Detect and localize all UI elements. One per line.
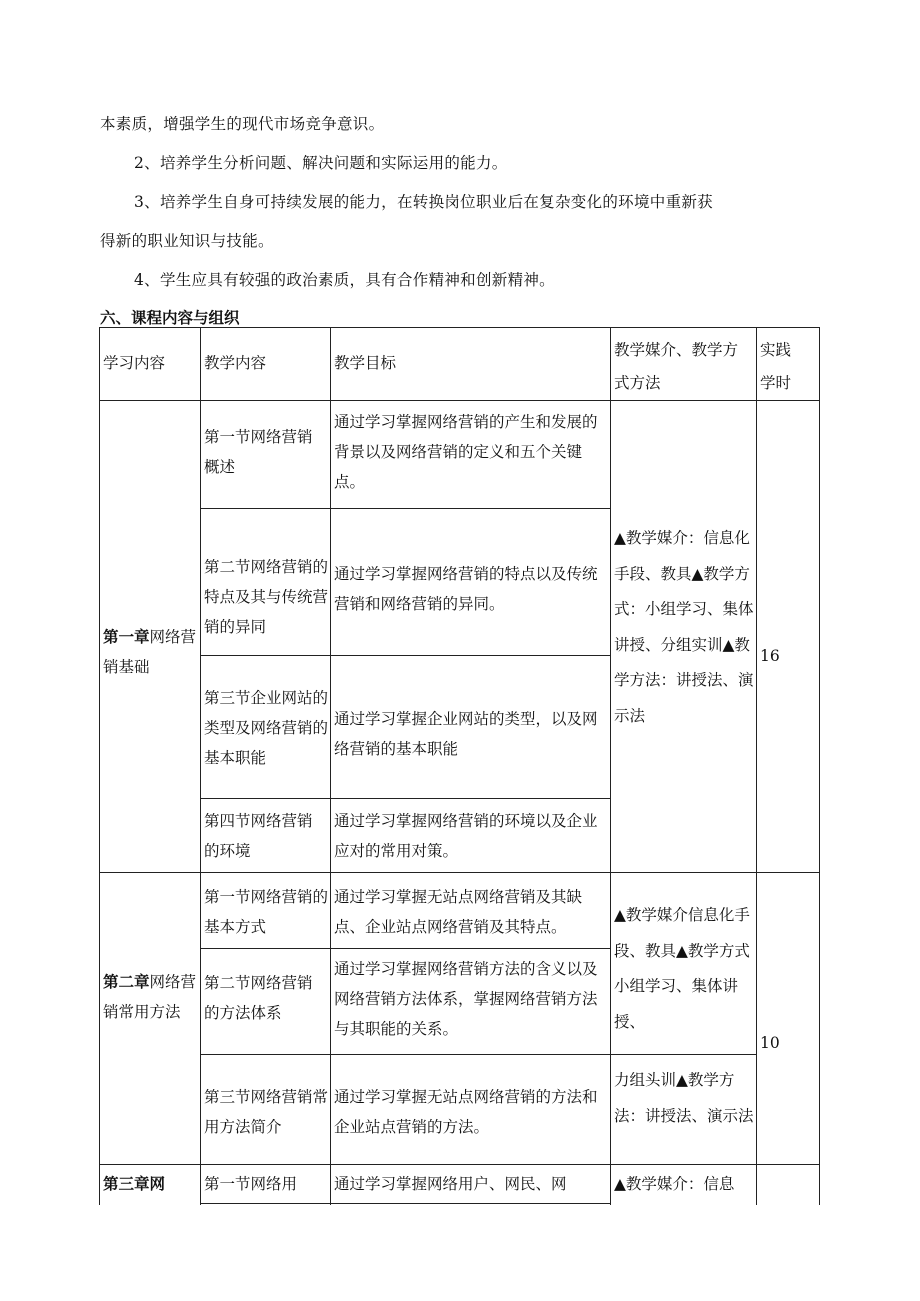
chapter-2-title-bold: 第二章 [103, 972, 150, 991]
header-teaching-media: 教学媒介、教学方式方法 [614, 341, 739, 392]
table-line [200, 948, 611, 949]
ch1-row3-goal: 通过学习掌握企业网站的类型，以及网络营销的基本职能 [334, 710, 598, 758]
paragraph-1: 本素质，增强学生的现代市场竞争意识。 [100, 115, 385, 133]
table-line [756, 327, 757, 1205]
table-line [99, 327, 820, 328]
ch2-row1-content: 第一节网络营销的基本方式 [204, 888, 329, 936]
ch3-media: ▲教学媒介：信息 [614, 1175, 735, 1193]
ch1-row3-content: 第三节企业网站的类型及网络营销的基本职能 [204, 689, 329, 767]
table-line [99, 327, 100, 1205]
ch1-row4-goal: 通过学习掌握网络营销的环境以及企业应对的常用对策。 [334, 812, 598, 860]
ch1-row4-content: 第四节网络营销的环境 [204, 812, 313, 860]
header-study-content: 学习内容 [103, 354, 166, 372]
ch1-row2-content: 第二节网络营销的特点及其与传统营销的异同 [204, 558, 329, 636]
table-line [200, 327, 201, 1205]
paragraph-5: 4、学生应具有较强的政治素质，具有合作精神和创新精神。 [134, 271, 555, 289]
ch2-media-top: ▲教学媒介信息化手段、教具▲教学方式小组学习、集体讲授、 [614, 906, 750, 1031]
ch2-media-bottom: 力组头训▲教学方法：讲授法、演示法 [614, 1071, 754, 1125]
table-line [610, 327, 611, 1205]
table-line [200, 1054, 756, 1055]
chapter-1-title [103, 622, 197, 682]
ch2-row3-goal: 通过学习掌握无站点网络营销的方法和企业站点营销的方法。 [334, 1088, 598, 1136]
ch1-row1-goal: 通过学习掌握网络营销的产生和发展的背景以及网络营销的定义和五个关键点。 [334, 413, 598, 491]
chapter-3-title: 第三章网 [103, 1174, 166, 1193]
chapter-2-title [103, 967, 197, 1027]
table-line [200, 655, 611, 656]
ch1-row2-goal: 通过学习掌握网络营销的特点以及传统营销和网络营销的异同。 [334, 565, 598, 613]
ch1-row1-content: 第一节网络营销概述 [204, 428, 313, 476]
ch1-hours: 16 [760, 647, 780, 665]
paragraph-4: 得新的职业知识与技能。 [100, 232, 274, 250]
table-line [99, 400, 820, 401]
paragraph-3: 3、培养学生自身可持续发展的能力，在转换岗位职业后在复杂变化的环境中重新获 [134, 193, 713, 211]
table-line [330, 327, 331, 1205]
table-line [200, 1203, 611, 1204]
ch2-row2-goal: 通过学习掌握网络营销方法的含义以及网络营销方法体系，掌握网络营销方法与其职能的关系。 [334, 960, 598, 1038]
ch3-row1-content: 第一节网络用 [204, 1175, 298, 1193]
chapter-1-title-bold: 第一章 [103, 627, 150, 646]
chapter-1-title-rest: 网络营销基础 [103, 628, 197, 676]
ch3-row1-goal: 通过学习掌握网络用户、网民、网 [334, 1175, 567, 1193]
header-teaching-content: 教学内容 [204, 354, 267, 372]
table-line [99, 872, 820, 873]
header-teaching-goal: 教学目标 [334, 354, 397, 372]
table-line [200, 798, 611, 799]
section-title: 六、课程内容与组织 [100, 308, 240, 327]
table-line [200, 508, 611, 509]
paragraph-2: 2、培养学生分析问题、解决问题和实际运用的能力。 [134, 154, 508, 172]
ch2-hours: 10 [760, 1034, 780, 1052]
chapter-2-title-rest: 网络营销常用方法 [103, 973, 197, 1021]
ch2-row3-content: 第三节网络营销常用方法简介 [204, 1088, 329, 1136]
table-line [99, 1164, 820, 1165]
ch1-media: ▲教学媒介：信息化手段、教具▲教学方式：小组学习、集体讲授、分组实训▲教学方法：讲授法、演示法 [614, 529, 754, 725]
header-practice-hours: 实践学时 [760, 341, 792, 392]
table-line [819, 327, 820, 1205]
ch2-row1-goal: 通过学习掌握无站点网络营销及其缺点、企业站点网络营销及其特点。 [334, 888, 583, 936]
ch2-row2-content: 第二节网络营销的方法体系 [204, 974, 313, 1022]
